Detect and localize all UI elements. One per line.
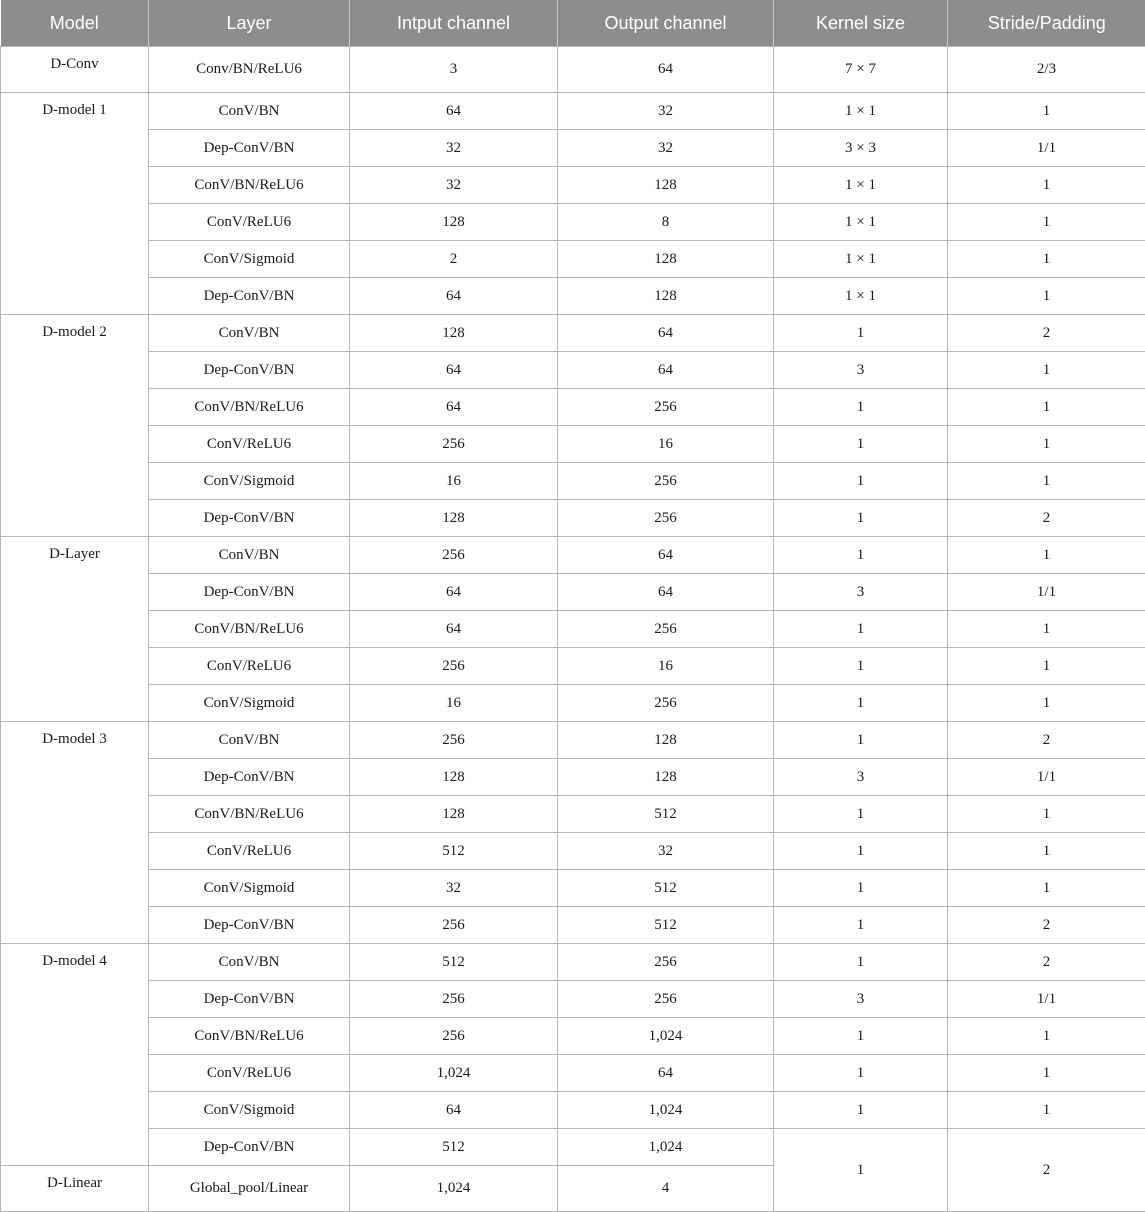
kernel-size-cell: 1 bbox=[774, 1055, 948, 1092]
output-channel-cell: 1,024 bbox=[558, 1092, 774, 1129]
header-model: Model bbox=[1, 0, 149, 47]
stride-padding-cell: 1 bbox=[948, 537, 1145, 574]
kernel-size-cell: 1 bbox=[774, 833, 948, 870]
table-row bbox=[1, 389, 1145, 426]
layer-cell: Conv/BN/ReLU6 bbox=[149, 47, 350, 93]
input-channel-cell: 2 bbox=[350, 241, 558, 278]
input-channel-cell: 64 bbox=[350, 93, 558, 130]
table-row bbox=[1, 426, 1145, 463]
table-row bbox=[1, 352, 1145, 389]
stride-padding-cell: 1 bbox=[948, 870, 1145, 907]
stride-padding-cell: 2 bbox=[948, 944, 1145, 981]
table-header bbox=[1, 0, 1145, 47]
output-channel-cell: 64 bbox=[558, 537, 774, 574]
kernel-size-cell: 1 bbox=[774, 315, 948, 352]
output-channel-cell: 256 bbox=[558, 500, 774, 537]
stride-padding-cell: 2 bbox=[948, 315, 1145, 352]
input-channel-cell: 256 bbox=[350, 648, 558, 685]
layer-cell: ConV/BN bbox=[149, 93, 350, 130]
kernel-size-cell: 3 bbox=[774, 574, 948, 611]
output-channel-cell: 256 bbox=[558, 944, 774, 981]
layer-cell: ConV/Sigmoid bbox=[149, 463, 350, 500]
model-cell: D-Linear bbox=[1, 1166, 149, 1212]
stride-padding-cell: 1 bbox=[948, 796, 1145, 833]
input-channel-cell: 64 bbox=[350, 389, 558, 426]
output-channel-cell: 128 bbox=[558, 167, 774, 204]
input-channel-cell: 1,024 bbox=[350, 1166, 558, 1212]
layer-cell: ConV/BN/ReLU6 bbox=[149, 389, 350, 426]
output-channel-cell: 1,024 bbox=[558, 1129, 774, 1166]
kernel-size-cell: 1 bbox=[774, 648, 948, 685]
stride-padding-cell: 2 bbox=[948, 907, 1145, 944]
output-channel-cell: 256 bbox=[558, 463, 774, 500]
layer-cell: Dep-ConV/BN bbox=[149, 981, 350, 1018]
kernel-size-cell: 1 × 1 bbox=[774, 93, 948, 130]
layer-cell: ConV/BN bbox=[149, 315, 350, 352]
table-body bbox=[1, 47, 1145, 1212]
output-channel-cell: 1,024 bbox=[558, 1018, 774, 1055]
stride-padding-cell: 1 bbox=[948, 352, 1145, 389]
stride-padding-cell: 1/1 bbox=[948, 130, 1145, 167]
kernel-size-cell: 1 bbox=[774, 907, 948, 944]
layer-cell: ConV/BN/ReLU6 bbox=[149, 611, 350, 648]
model-cell: D-Layer bbox=[1, 537, 149, 722]
table-row bbox=[1, 611, 1145, 648]
input-channel-cell: 256 bbox=[350, 722, 558, 759]
table-row bbox=[1, 870, 1145, 907]
kernel-size-cell: 1 × 1 bbox=[774, 167, 948, 204]
stride-padding-cell: 1 bbox=[948, 426, 1145, 463]
output-channel-cell: 64 bbox=[558, 1055, 774, 1092]
output-channel-cell: 8 bbox=[558, 204, 774, 241]
table-row bbox=[1, 315, 1145, 352]
table-row bbox=[1, 204, 1145, 241]
input-channel-cell: 32 bbox=[350, 167, 558, 204]
output-channel-cell: 64 bbox=[558, 352, 774, 389]
input-channel-cell: 128 bbox=[350, 500, 558, 537]
input-channel-cell: 32 bbox=[350, 130, 558, 167]
header-layer: Layer bbox=[149, 0, 350, 47]
stride-padding-cell: 2 bbox=[948, 1129, 1145, 1212]
table-row bbox=[1, 241, 1145, 278]
kernel-size-cell: 7 × 7 bbox=[774, 47, 948, 93]
table-row bbox=[1, 907, 1145, 944]
input-channel-cell: 16 bbox=[350, 685, 558, 722]
stride-padding-cell: 2 bbox=[948, 500, 1145, 537]
kernel-size-cell: 1 bbox=[774, 796, 948, 833]
input-channel-cell: 64 bbox=[350, 574, 558, 611]
layer-cell: ConV/Sigmoid bbox=[149, 241, 350, 278]
kernel-size-cell: 1 × 1 bbox=[774, 278, 948, 315]
kernel-size-cell: 1 bbox=[774, 685, 948, 722]
layer-cell: ConV/ReLU6 bbox=[149, 426, 350, 463]
layer-cell: ConV/Sigmoid bbox=[149, 1092, 350, 1129]
input-channel-cell: 1,024 bbox=[350, 1055, 558, 1092]
table-row bbox=[1, 93, 1145, 130]
output-channel-cell: 64 bbox=[558, 47, 774, 93]
output-channel-cell: 128 bbox=[558, 278, 774, 315]
table-row bbox=[1, 1055, 1145, 1092]
table-row bbox=[1, 685, 1145, 722]
stride-padding-cell: 1 bbox=[948, 1018, 1145, 1055]
stride-padding-cell: 2/3 bbox=[948, 47, 1145, 93]
kernel-size-cell: 1 bbox=[774, 1129, 948, 1212]
layer-cell: Global_pool/Linear bbox=[149, 1166, 350, 1212]
kernel-size-cell: 1 bbox=[774, 537, 948, 574]
layer-cell: Dep-ConV/BN bbox=[149, 278, 350, 315]
stride-padding-cell: 1 bbox=[948, 611, 1145, 648]
input-channel-cell: 128 bbox=[350, 796, 558, 833]
kernel-size-cell: 1 bbox=[774, 870, 948, 907]
output-channel-cell: 32 bbox=[558, 93, 774, 130]
stride-padding-cell: 1 bbox=[948, 463, 1145, 500]
output-channel-cell: 64 bbox=[558, 574, 774, 611]
layer-cell: ConV/BN bbox=[149, 537, 350, 574]
stride-padding-cell: 1 bbox=[948, 833, 1145, 870]
table-row bbox=[1, 278, 1145, 315]
header-input-channel: Intput channel bbox=[350, 0, 558, 47]
stride-padding-cell: 1 bbox=[948, 241, 1145, 278]
stride-padding-cell: 1 bbox=[948, 648, 1145, 685]
input-channel-cell: 64 bbox=[350, 352, 558, 389]
output-channel-cell: 128 bbox=[558, 241, 774, 278]
table-row bbox=[1, 796, 1145, 833]
layer-cell: Dep-ConV/BN bbox=[149, 130, 350, 167]
kernel-size-cell: 1 bbox=[774, 463, 948, 500]
input-channel-cell: 16 bbox=[350, 463, 558, 500]
output-channel-cell: 256 bbox=[558, 389, 774, 426]
output-channel-cell: 512 bbox=[558, 907, 774, 944]
table-row bbox=[1, 759, 1145, 796]
table-row bbox=[1, 47, 1145, 93]
output-channel-cell: 256 bbox=[558, 981, 774, 1018]
table-row bbox=[1, 574, 1145, 611]
output-channel-cell: 64 bbox=[558, 315, 774, 352]
layer-cell: ConV/BN/ReLU6 bbox=[149, 796, 350, 833]
layer-cell: ConV/ReLU6 bbox=[149, 648, 350, 685]
layer-cell: Dep-ConV/BN bbox=[149, 759, 350, 796]
stride-padding-cell: 1 bbox=[948, 685, 1145, 722]
kernel-size-cell: 1 bbox=[774, 389, 948, 426]
model-cell: D-model 3 bbox=[1, 722, 149, 944]
table-row bbox=[1, 1018, 1145, 1055]
kernel-size-cell: 3 bbox=[774, 981, 948, 1018]
output-channel-cell: 256 bbox=[558, 685, 774, 722]
input-channel-cell: 3 bbox=[350, 47, 558, 93]
layer-cell: ConV/BN bbox=[149, 944, 350, 981]
kernel-size-cell: 1 bbox=[774, 500, 948, 537]
stride-padding-cell: 1 bbox=[948, 1092, 1145, 1129]
table-row bbox=[1, 981, 1145, 1018]
header-row bbox=[1, 0, 1145, 47]
input-channel-cell: 64 bbox=[350, 611, 558, 648]
table-row bbox=[1, 1092, 1145, 1129]
stride-padding-cell: 2 bbox=[948, 722, 1145, 759]
output-channel-cell: 4 bbox=[558, 1166, 774, 1212]
stride-padding-cell: 1/1 bbox=[948, 759, 1145, 796]
layer-cell: Dep-ConV/BN bbox=[149, 1129, 350, 1166]
input-channel-cell: 256 bbox=[350, 907, 558, 944]
layer-cell: ConV/BN bbox=[149, 722, 350, 759]
input-channel-cell: 512 bbox=[350, 1129, 558, 1166]
stride-padding-cell: 1 bbox=[948, 93, 1145, 130]
table-row bbox=[1, 500, 1145, 537]
kernel-size-cell: 1 bbox=[774, 426, 948, 463]
layer-cell: ConV/ReLU6 bbox=[149, 833, 350, 870]
layer-cell: ConV/BN/ReLU6 bbox=[149, 1018, 350, 1055]
kernel-size-cell: 1 bbox=[774, 1018, 948, 1055]
kernel-size-cell: 1 bbox=[774, 722, 948, 759]
model-cell: D-Conv bbox=[1, 47, 149, 93]
table-row bbox=[1, 648, 1145, 685]
table-row bbox=[1, 1129, 1145, 1166]
table-row bbox=[1, 944, 1145, 981]
model-cell: D-model 2 bbox=[1, 315, 149, 537]
output-channel-cell: 128 bbox=[558, 722, 774, 759]
stride-padding-cell: 1 bbox=[948, 1055, 1145, 1092]
table-row bbox=[1, 463, 1145, 500]
table-row bbox=[1, 167, 1145, 204]
input-channel-cell: 128 bbox=[350, 315, 558, 352]
layer-cell: ConV/ReLU6 bbox=[149, 1055, 350, 1092]
table-row bbox=[1, 833, 1145, 870]
input-channel-cell: 128 bbox=[350, 204, 558, 241]
output-channel-cell: 32 bbox=[558, 130, 774, 167]
output-channel-cell: 32 bbox=[558, 833, 774, 870]
kernel-size-cell: 1 × 1 bbox=[774, 204, 948, 241]
output-channel-cell: 512 bbox=[558, 796, 774, 833]
input-channel-cell: 512 bbox=[350, 833, 558, 870]
stride-padding-cell: 1 bbox=[948, 204, 1145, 241]
input-channel-cell: 32 bbox=[350, 870, 558, 907]
layer-cell: ConV/BN/ReLU6 bbox=[149, 167, 350, 204]
kernel-size-cell: 3 bbox=[774, 352, 948, 389]
header-output-channel: Output channel bbox=[558, 0, 774, 47]
header-kernel-size: Kernel size bbox=[774, 0, 948, 47]
table-row bbox=[1, 130, 1145, 167]
stride-padding-cell: 1/1 bbox=[948, 574, 1145, 611]
kernel-size-cell: 1 bbox=[774, 611, 948, 648]
layer-cell: ConV/Sigmoid bbox=[149, 685, 350, 722]
input-channel-cell: 512 bbox=[350, 944, 558, 981]
input-channel-cell: 128 bbox=[350, 759, 558, 796]
layer-cell: Dep-ConV/BN bbox=[149, 352, 350, 389]
output-channel-cell: 256 bbox=[558, 611, 774, 648]
output-channel-cell: 512 bbox=[558, 870, 774, 907]
kernel-size-cell: 1 × 1 bbox=[774, 241, 948, 278]
stride-padding-cell: 1/1 bbox=[948, 981, 1145, 1018]
kernel-size-cell: 1 bbox=[774, 1092, 948, 1129]
output-channel-cell: 128 bbox=[558, 759, 774, 796]
table-row bbox=[1, 537, 1145, 574]
layer-cell: ConV/ReLU6 bbox=[149, 204, 350, 241]
layer-cell: ConV/Sigmoid bbox=[149, 870, 350, 907]
input-channel-cell: 256 bbox=[350, 1018, 558, 1055]
layer-cell: Dep-ConV/BN bbox=[149, 574, 350, 611]
output-channel-cell: 16 bbox=[558, 426, 774, 463]
kernel-size-cell: 1 bbox=[774, 944, 948, 981]
stride-padding-cell: 1 bbox=[948, 167, 1145, 204]
stride-padding-cell: 1 bbox=[948, 389, 1145, 426]
model-cell: D-model 4 bbox=[1, 944, 149, 1166]
table-row bbox=[1, 722, 1145, 759]
model-cell: D-model 1 bbox=[1, 93, 149, 315]
input-channel-cell: 256 bbox=[350, 537, 558, 574]
layer-cell: Dep-ConV/BN bbox=[149, 500, 350, 537]
output-channel-cell: 16 bbox=[558, 648, 774, 685]
input-channel-cell: 64 bbox=[350, 278, 558, 315]
layer-cell: Dep-ConV/BN bbox=[149, 907, 350, 944]
header-stride-padding: Stride/Padding bbox=[948, 0, 1145, 47]
kernel-size-cell: 3 × 3 bbox=[774, 130, 948, 167]
stride-padding-cell: 1 bbox=[948, 278, 1145, 315]
input-channel-cell: 256 bbox=[350, 426, 558, 463]
input-channel-cell: 64 bbox=[350, 1092, 558, 1129]
input-channel-cell: 256 bbox=[350, 981, 558, 1018]
kernel-size-cell: 3 bbox=[774, 759, 948, 796]
